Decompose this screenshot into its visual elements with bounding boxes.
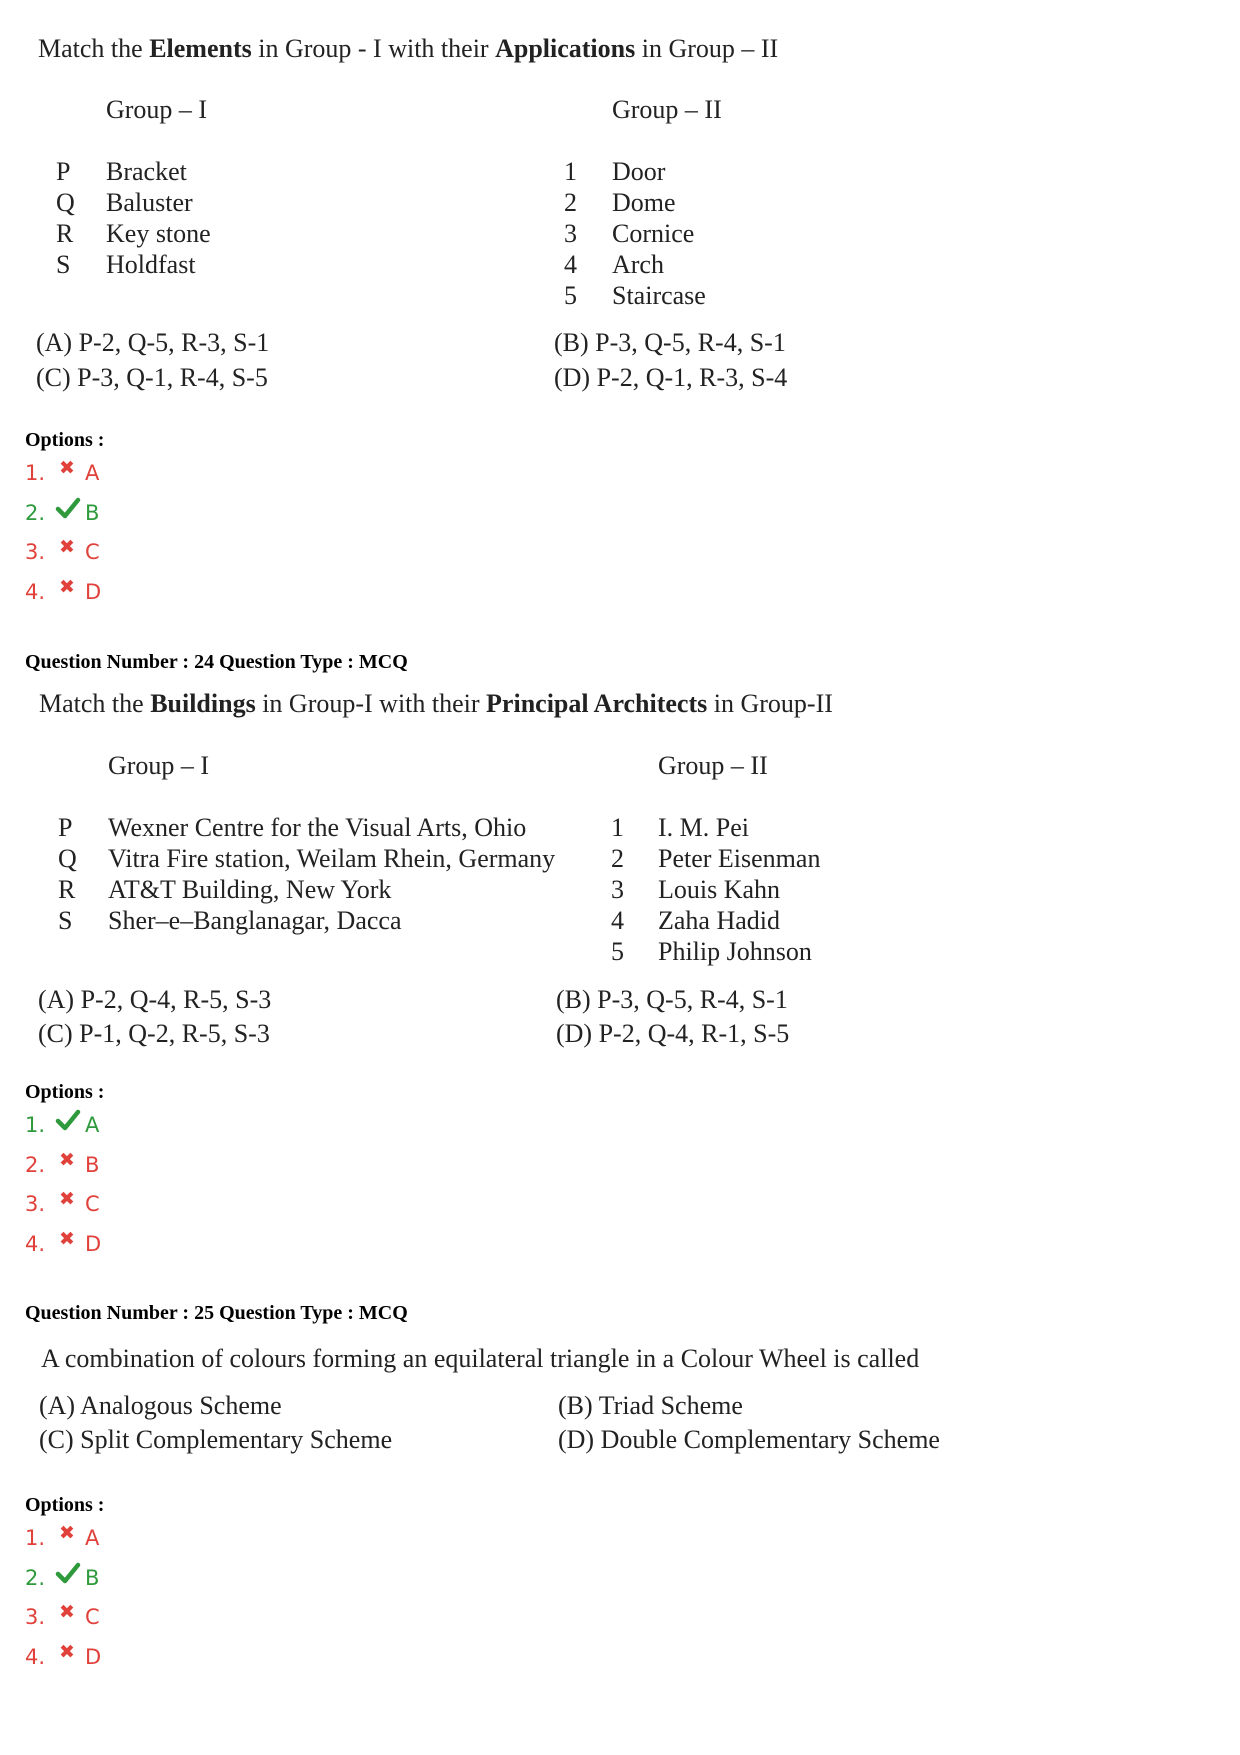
q23-g2-key: 2	[564, 188, 577, 217]
q24-g2-item: Philip Johnson	[658, 937, 812, 966]
option-letter: B	[85, 1566, 100, 1590]
cross-icon: ✖	[59, 1228, 75, 1250]
option-letter: D	[85, 1232, 102, 1256]
q24-options-label: Options :	[25, 1081, 105, 1103]
q24-option-3[interactable]	[25, 1188, 100, 1216]
q23-g1-key: P	[56, 157, 71, 186]
q24-g1-item: Vitra Fire station, Weilam Rhein, Germany	[108, 844, 556, 873]
q23-g1-item: Bracket	[106, 157, 187, 186]
option-number: 1.	[25, 461, 46, 485]
q23-g2-item: Staircase	[612, 281, 706, 310]
q24-g1-item: AT&T Building, New York	[108, 875, 392, 904]
q24-g1-key: P	[58, 813, 73, 842]
q23-g2-key: 3	[564, 219, 577, 248]
q24-group2-title: Group – II	[658, 751, 768, 780]
q24-g2-key: 4	[611, 906, 624, 935]
option-number: 3.	[25, 1192, 46, 1216]
q23-choice-c: (C) P-3, Q-1, R-4, S-5	[36, 363, 268, 392]
cross-icon: ✖	[59, 1149, 75, 1171]
q23-g2-key: 5	[564, 281, 577, 310]
q23-g1-key: R	[56, 219, 74, 248]
q24-group1-title: Group – I	[108, 751, 210, 780]
q24-g2-key: 3	[611, 875, 624, 904]
q23-option-2[interactable]	[25, 501, 99, 525]
q23-g1-item: Holdfast	[106, 250, 196, 279]
q24-g1-key: Q	[58, 844, 77, 873]
q24-meta: Question Number : 24 Question Type : MCQ	[25, 651, 408, 673]
q23-option-3[interactable]	[25, 536, 100, 564]
q24-g2-item: Peter Eisenman	[658, 844, 821, 873]
q23-g1-item: Baluster	[106, 188, 193, 217]
q25-choice-c: (C) Split Complementary Scheme	[39, 1425, 393, 1454]
cross-icon: ✖	[59, 1188, 75, 1210]
q23-g2-item: Cornice	[612, 219, 695, 248]
q23-g1-key: S	[56, 250, 71, 279]
option-number: 1.	[25, 1526, 46, 1550]
q25-option-1[interactable]	[25, 1522, 100, 1550]
option-number: 3.	[25, 1605, 46, 1629]
q24-option-4[interactable]	[25, 1228, 102, 1256]
option-number: 4.	[25, 1645, 46, 1669]
q25-meta: Question Number : 25 Question Type : MCQ	[25, 1302, 408, 1324]
q24-choice-b: (B) P-3, Q-5, R-4, S-1	[556, 985, 788, 1014]
option-letter: A	[85, 1526, 100, 1550]
q23-group2-title: Group – II	[612, 95, 722, 124]
q25-option-4[interactable]	[25, 1641, 102, 1669]
q25-prompt: A combination of colours forming an equilateral triangle in a Colour Wheel is called	[41, 1344, 920, 1373]
cross-icon: ✖	[59, 536, 75, 558]
option-letter: C	[85, 1192, 100, 1216]
option-letter: C	[85, 540, 100, 564]
q23-g2-item: Door	[612, 157, 666, 186]
cross-icon: ✖	[59, 1641, 75, 1663]
option-letter: A	[85, 461, 100, 485]
option-number: 4.	[25, 1232, 46, 1256]
option-number: 2.	[25, 1153, 46, 1177]
option-letter: D	[85, 1645, 102, 1669]
q24-g2-key: 2	[611, 844, 624, 873]
cross-icon: ✖	[59, 457, 75, 479]
option-number: 2.	[25, 501, 46, 525]
option-letter: C	[85, 1605, 100, 1629]
q23-g2-item: Dome	[612, 188, 676, 217]
option-letter: B	[85, 1153, 100, 1177]
cross-icon: ✖	[59, 576, 75, 598]
q23-option-1[interactable]	[25, 457, 100, 485]
q23-group1-title: Group – I	[106, 95, 208, 124]
q24-g1-key: R	[58, 875, 76, 904]
q25-choice-b: (B) Triad Scheme	[558, 1391, 743, 1420]
option-letter: A	[85, 1113, 100, 1137]
q23-options-label: Options :	[25, 429, 105, 451]
q24-choice-d: (D) P-2, Q-4, R-1, S-5	[556, 1019, 790, 1048]
q24-option-1[interactable]	[25, 1113, 99, 1137]
q23-g2-key: 4	[564, 250, 577, 279]
q25-option-3[interactable]	[25, 1601, 100, 1629]
q23-g2-key: 1	[564, 157, 577, 186]
q24-g2-item: Zaha Hadid	[658, 906, 781, 935]
q23-g1-key: Q	[56, 188, 75, 217]
q23-option-4[interactable]	[25, 576, 102, 604]
q24-g1-item: Sher–e–Banglanagar, Dacca	[108, 906, 402, 935]
check-icon	[55, 1566, 83, 1590]
check-icon	[55, 1113, 83, 1137]
q23-choice-a: (A) P-2, Q-5, R-3, S-1	[36, 328, 270, 357]
q24-choice-a: (A) P-2, Q-4, R-5, S-3	[38, 985, 272, 1014]
option-number: 4.	[25, 580, 46, 604]
option-number: 3.	[25, 540, 46, 564]
q24-choice-c: (C) P-1, Q-2, R-5, S-3	[38, 1019, 270, 1048]
option-letter: D	[85, 580, 102, 604]
q25-options-label: Options :	[25, 1494, 105, 1516]
cross-icon: ✖	[59, 1522, 75, 1544]
q24-g1-key: S	[58, 906, 73, 935]
option-number: 2.	[25, 1566, 46, 1590]
q24-prompt: Match the Buildings in Group-I with their Principal Architects in Group-II	[39, 689, 833, 718]
q24-g2-key: 5	[611, 937, 624, 966]
q24-g2-key: 1	[611, 813, 624, 842]
q23-g2-item: Arch	[612, 250, 664, 279]
option-number: 1.	[25, 1113, 46, 1137]
q25-option-2[interactable]	[25, 1566, 99, 1590]
q24-g1-item: Wexner Centre for the Visual Arts, Ohio	[108, 813, 527, 842]
q24-option-2[interactable]	[25, 1149, 100, 1177]
cross-icon: ✖	[59, 1601, 75, 1623]
q24-g2-item: Louis Kahn	[658, 875, 781, 904]
q25-choice-a: (A) Analogous Scheme	[39, 1391, 282, 1420]
q23-prompt: Match the Elements in Group - I with their Applications in Group – II	[38, 34, 779, 63]
q23-choice-b: (B) P-3, Q-5, R-4, S-1	[554, 328, 786, 357]
q23-g1-item: Key stone	[106, 219, 211, 248]
option-letter: B	[85, 501, 100, 525]
q25-choice-d: (D) Double Complementary Scheme	[558, 1425, 940, 1454]
q24-g2-item: I. M. Pei	[658, 813, 749, 842]
check-icon	[55, 501, 83, 525]
q23-choice-d: (D) P-2, Q-1, R-3, S-4	[554, 363, 788, 392]
